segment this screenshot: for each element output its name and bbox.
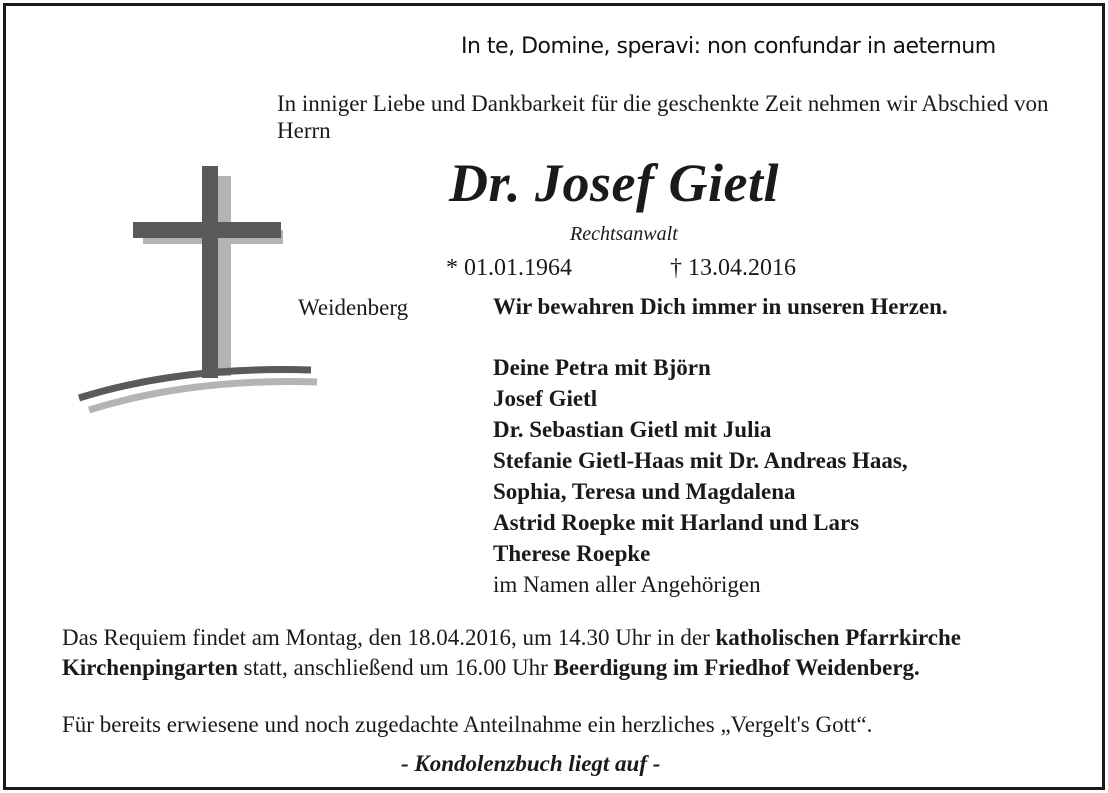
- cross-shadow-vertical: [217, 176, 231, 376]
- intro-text: In inniger Liebe und Dankbarkeit für die geschenkte Zeit nehmen wir Abschied von Herrn: [277, 91, 1049, 143]
- requiem-text-1: Das Requiem findet am Montag, den 18.04.2016, um 14.30 Uhr in der: [62, 625, 716, 650]
- hometown: Weidenberg: [298, 295, 409, 320]
- requiem-church: katholischen Pfarrkirche Kirchenpingarten: [62, 625, 962, 680]
- death-date: † 13.04.2016: [670, 255, 796, 281]
- deceased-name: Dr. Josef Gietl: [449, 153, 779, 213]
- cross-vertical-beam: [202, 166, 218, 378]
- mourners-list: [493, 352, 908, 600]
- requiem-text-2: statt, anschließend um 16.00 Uhr: [237, 655, 554, 680]
- cross-horizontal-beam: [133, 222, 281, 238]
- mourner-line: Stefanie Gietl-Haas mit Dr. Andreas Haas,: [493, 448, 908, 473]
- mourner-line: Deine Petra mit Björn: [493, 355, 711, 380]
- deceased-profession: Rechtsanwalt: [570, 223, 678, 245]
- requiem-burial: Beerdigung im Friedhof Weidenberg.: [553, 655, 920, 680]
- condolence-book-note: - Kondolenzbuch liegt auf -: [401, 751, 661, 776]
- mourner-line: Sophia, Teresa und Magdalena: [493, 479, 796, 504]
- farewell-line: Wir bewahren Dich immer in unseren Herzen.: [493, 294, 948, 319]
- mourner-line: Dr. Sebastian Gietl mit Julia: [493, 417, 772, 442]
- obituary-card: [3, 3, 1105, 790]
- birth-date: * 01.01.1964: [446, 255, 572, 281]
- cross-icon: [71, 166, 331, 416]
- requiem-announcement: [62, 623, 1062, 683]
- latin-motto: In te, Domine, speravi: non confundar in aeternum: [461, 34, 996, 59]
- thanks-line: Für bereits erwiesene und noch zugedachte Anteilnahme ein herzliches „Vergelt's Gott“.: [62, 712, 873, 737]
- mourner-line: Astrid Roepke mit Harland und Lars: [493, 510, 860, 535]
- mourner-line: Therese Roepke: [493, 541, 651, 566]
- mourner-line: Josef Gietl: [493, 386, 598, 411]
- mourners-closing: im Namen aller Angehörigen: [493, 572, 761, 597]
